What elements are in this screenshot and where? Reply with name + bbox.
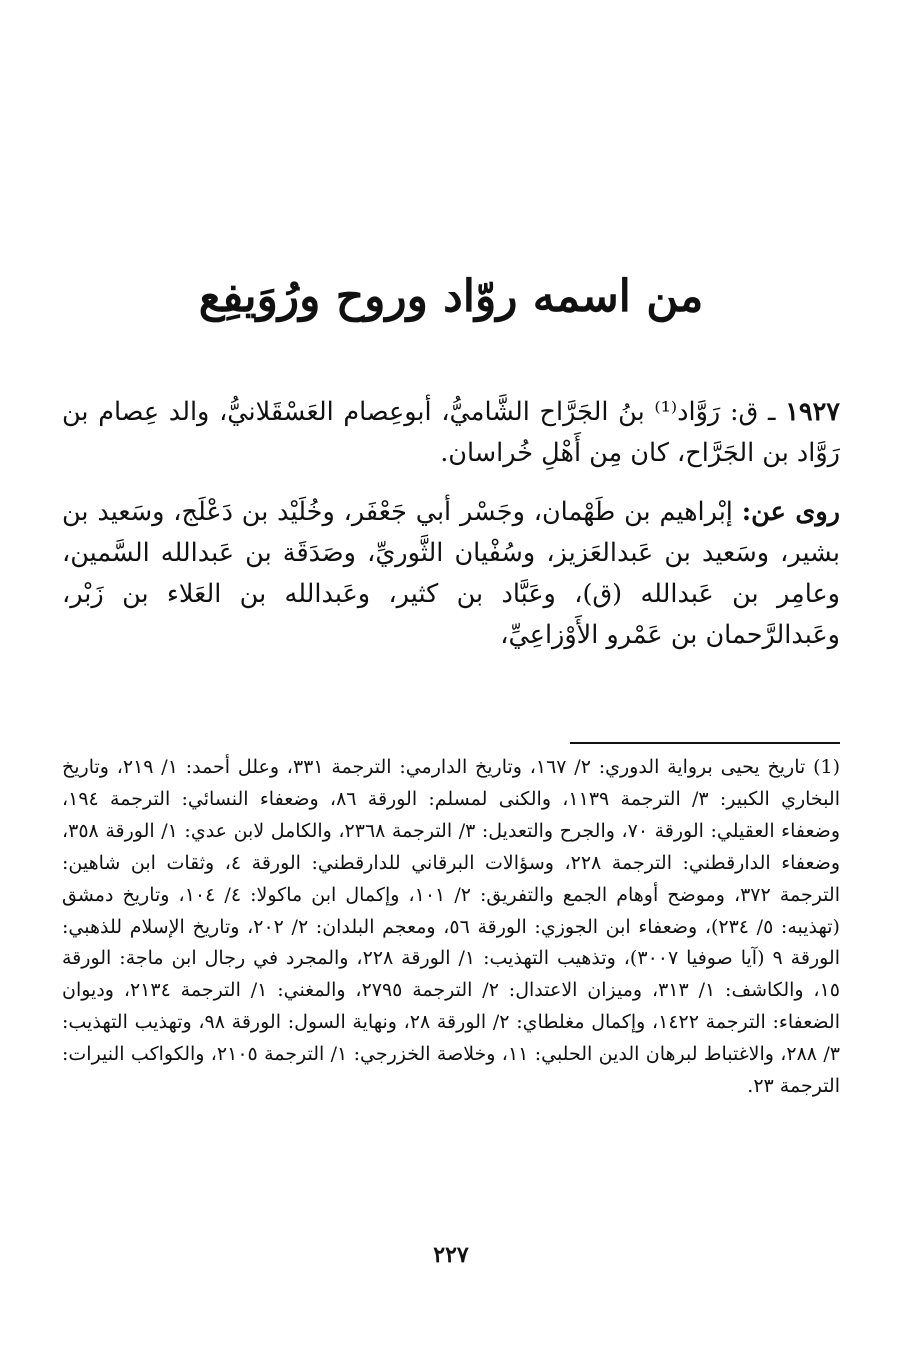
main-text — [62, 392, 840, 656]
narrators-paragraph — [62, 492, 840, 656]
entry-paragraph — [62, 392, 840, 474]
chapter-title: من اسمه روّاد وروح ورُوَيفِع — [198, 271, 704, 322]
narrators-text: إبْراهيم بن طَهْمان، وجَسْر أبي جَعْفَر، وخُلَيْد بن دَعْلَج، وسَعيد بن بشير، وسَعيد بن عَبدالعَزيز، وسُفْيان الثَّوريِّ، وصَدَقَة بن عَبدالله السَّمين، وعامِر بن عَبدالله (ق)، وعَبَّاد بن كثير، وعَبدالله بن العَلاء بن زَبْر، وعَبدالرَّحمان بن عَمْرو الأَوْزاعِيِّ، — [62, 497, 840, 650]
page-number: ٢٢٧ — [433, 1242, 469, 1268]
entry-text: ـ ق: رَوَّاد⁽¹⁾ بنُ الجَرَّاح الشَّاميُّ، أبوعِصام العَسْقَلانيُّ، والد عِصام بن رَوَّاد بن الجَرَّاح، كان مِن أَهْلِ خُراسان. — [62, 397, 840, 468]
footnote-divider — [570, 742, 840, 744]
footnote: (1) تاريخ يحيى برواية الدوري: ٢/ ١٦٧، وتاريخ الدارمي: الترجمة ٣٣١، وعلل أحمد: ١/ ٢١٩، وتاريخ البخاري الكبير: ٣/ الترجمة ١١٣٩، والكنى لمسلم: الورقة ٨٦، وضعفاء النسائي: الترجمة ١٩٤، وضعفاء العقيلي: الورقة ٧٠، والجرح والتعديل: ٣/ الترجمة ٢٣٦٨، والكامل لابن عدي: ١/ الورقة ٣٥٨، وضعفاء الدارقطني: الترجمة ٢٢٨، وسؤالات البرقاني للدارقطني: الورقة ٤، وثقات ابن شاهين: الترجمة ٣٧٢، وموضح أوهام الجمع والتفريق: ٢/ ١٠١، وإكمال ابن ماكولا: ٤/ ١٠٤، وتاريخ دمشق (تهذيبه: ٥/ ٢٣٤)، وضعفاء ابن الجوزي: الورقة ٥٦، ومعجم البلدان: ٢/ ٢٠٢، وتاريخ الإسلام للذهبي: الورقة ٩ (آيا صوفيا ٣٠٠٧)، وتذهيب التهذيب: ١/ الورقة ٢٢٨، والمجرد في رجال ابن ماجة: الورقة ١٥، والكاشف: ١/ ٣١٣، وميزان الاعتدال: ٢/ الترجمة ٢٧٩٥، والمغني: ١/ الترجمة ٢١٣٤، وديوان الضعفاء: الترجمة ١٤٢٢، وإكمال مغلطاي: ٢/ الورقة ٢٨، ونهاية السول: الورقة ٩٨، وتهذيب التهذيب: ٣/ ٢٨٨، والاغتباط لبرهان الدين الحلبي: ١١، وخلاصة الخزرجي: ١/ الترجمة ٢١٠٥، والكواكب النيرات: الترجمة ٢٣. — [62, 756, 841, 1098]
entry-number: ١٩٢٧ — [785, 397, 841, 427]
narrators-label: روى عن: — [741, 497, 840, 527]
